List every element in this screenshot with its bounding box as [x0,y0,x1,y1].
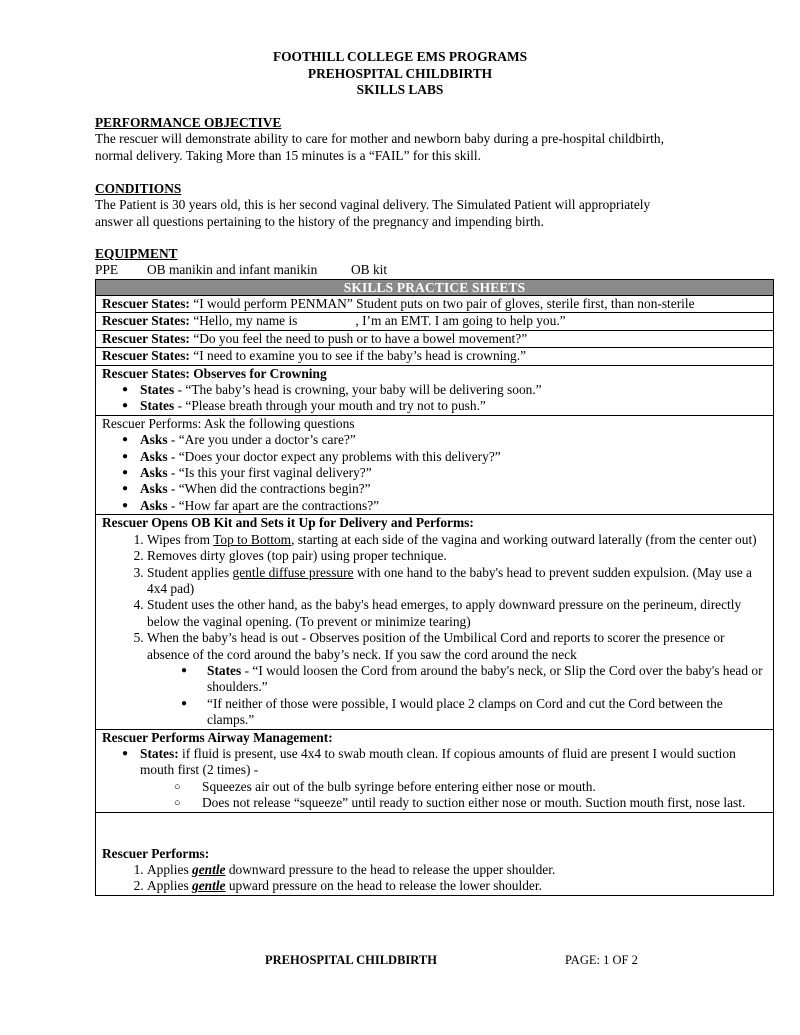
header-line-1: FOOTHILL COLLEGE EMS PROGRAMS [272,49,528,64]
list-item: ○ Does not release “squeeze” until ready to suction either nose or mouth. Suction mouth first, nose last. [202,795,767,811]
performance-objective-section [95,115,755,164]
list-item: ● “If neither of those were possible, I would place 2 clamps on Cord and cut the Cord between the clamps.” [207,696,767,729]
equipment-list [95,262,387,278]
list-item: ○ Squeezes air out of the bulb syringe before entering either nose or mouth. [202,779,767,795]
skills-row: Rescuer States: “I would perform PENMAN” Student puts on two pair of gloves, sterile first, than non-sterile [96,296,774,313]
list-item: 3. Student applies gentle diffuse pressure with one hand to the baby's head to prevent sudden expulsion. (May use a 4x4 pad) [147,565,767,598]
list-item: ● States - “The baby’s head is crowning, your baby will be delivering soon.” [140,382,767,398]
list-item: 5. When the baby’s head is out - Observes position of the Umbilical Cord and reports to scorer the presence or absence of the cord around the baby’s neck. If you saw the cord around the neck ● States - “I would loosen the Cord from around the baby's neck, or Slip the Cord over the baby's head or shoulders.” ● “If neither of those were possible, I would place 2 clamps on Cord and cut the Cord between the clamps.” [147,630,767,728]
equipment-item: OB manikin and infant manikin [147,262,318,277]
list-item: 2. Removes dirty gloves (top pair) using proper technique. [147,548,767,564]
page-number: PAGE: 1 OF 2 [565,953,638,967]
questions-block [96,415,774,514]
conditions-text-1: The Patient is 30 years old, this is her second vaginal delivery. The Simulated Patient will appropriately [95,197,651,213]
crowning-title: Rescuer States: Observes for Crowning [102,365,327,381]
header-line-3: SKILLS LABS [356,82,444,98]
list-item: ● Asks - “Does your doctor expect any problems with this delivery?” [140,449,767,465]
list-item: ● Asks - “Is this your first vaginal delivery?” [140,465,767,481]
list-item: 2. Applies gentle upward pressure on the head to release the lower shoulder. [147,878,767,894]
document-header [0,49,800,99]
list-item: ● States: if fluid is present, use 4x4 to swab mouth clean. If copious amounts of fluid are present I would suction mouth first (2 times) - [140,746,767,779]
list-item: ● Asks - “When did the contractions begin?” [140,481,767,497]
equipment-item: OB kit [351,262,388,277]
list-item: ● Asks - “How far apart are the contractions?” [140,498,767,514]
questions-title: Rescuer Performs: Ask the following questions [102,415,355,431]
skills-row: Rescuer States: “I need to examine you to see if the baby’s head is crowning.” [96,348,774,365]
ob-kit-title: Rescuer Opens OB Kit and Sets it Up for Delivery and Performs: [102,515,474,531]
equipment-item: PPE [95,262,119,277]
list-item: ● States - “Please breath through your mouth and try not to push.” [140,398,767,414]
ob-kit-block [96,515,774,729]
header-line-2: PREHOSPITAL CHILDBIRTH [307,65,493,81]
crowning-block [96,365,774,415]
performs-block [96,812,774,895]
performance-objective-text-2: normal delivery. Taking More than 15 minutes is a “FAIL” for this skill. [95,147,481,163]
airway-block [96,729,774,812]
list-item: 1. Wipes from Top to Bottom, starting at each side of the vagina and working outward laterally (from the center out) [147,532,767,548]
skills-practice-table [95,279,774,896]
performance-objective-text-1: The rescuer will demonstrate ability to care for mother and newborn baby during a pre-hospital childbirth, [95,131,664,147]
footer-title: PREHOSPITAL CHILDBIRTH [265,953,437,967]
equipment-section [95,246,755,262]
conditions-section [95,181,755,230]
list-item: ● Asks - “Are you under a doctor’s care?” [140,432,767,448]
conditions-title: CONDITIONS [95,181,182,196]
skills-row: Rescuer States: “Do you feel the need to push or to have a bowel movement?” [96,330,774,347]
skills-row: Rescuer States: “Hello, my name is , I’m an EMT. I am going to help you.” [96,313,774,330]
skills-banner: SKILLS PRACTICE SHEETS [96,280,774,296]
airway-title: Rescuer Performs Airway Management: [102,729,333,745]
performs-title: Rescuer Performs: [102,845,210,861]
equipment-title: EQUIPMENT [95,246,178,261]
performance-objective-title: PERFORMANCE OBJECTIVE [95,115,282,130]
list-item: ● States - “I would loosen the Cord from around the baby's neck, or Slip the Cord over the baby's head or shoulders.” [207,663,767,696]
conditions-text-2: answer all questions pertaining to the history of the pregnancy and impending birth. [95,213,544,229]
list-item: 1. Applies gentle downward pressure to the head to release the upper shoulder. [147,862,767,878]
list-item: 4. Student uses the other hand, as the baby's head emerges, to apply downward pressure on the perineum, directly below the vaginal opening. (To prevent or minimize tearing) [147,597,767,630]
